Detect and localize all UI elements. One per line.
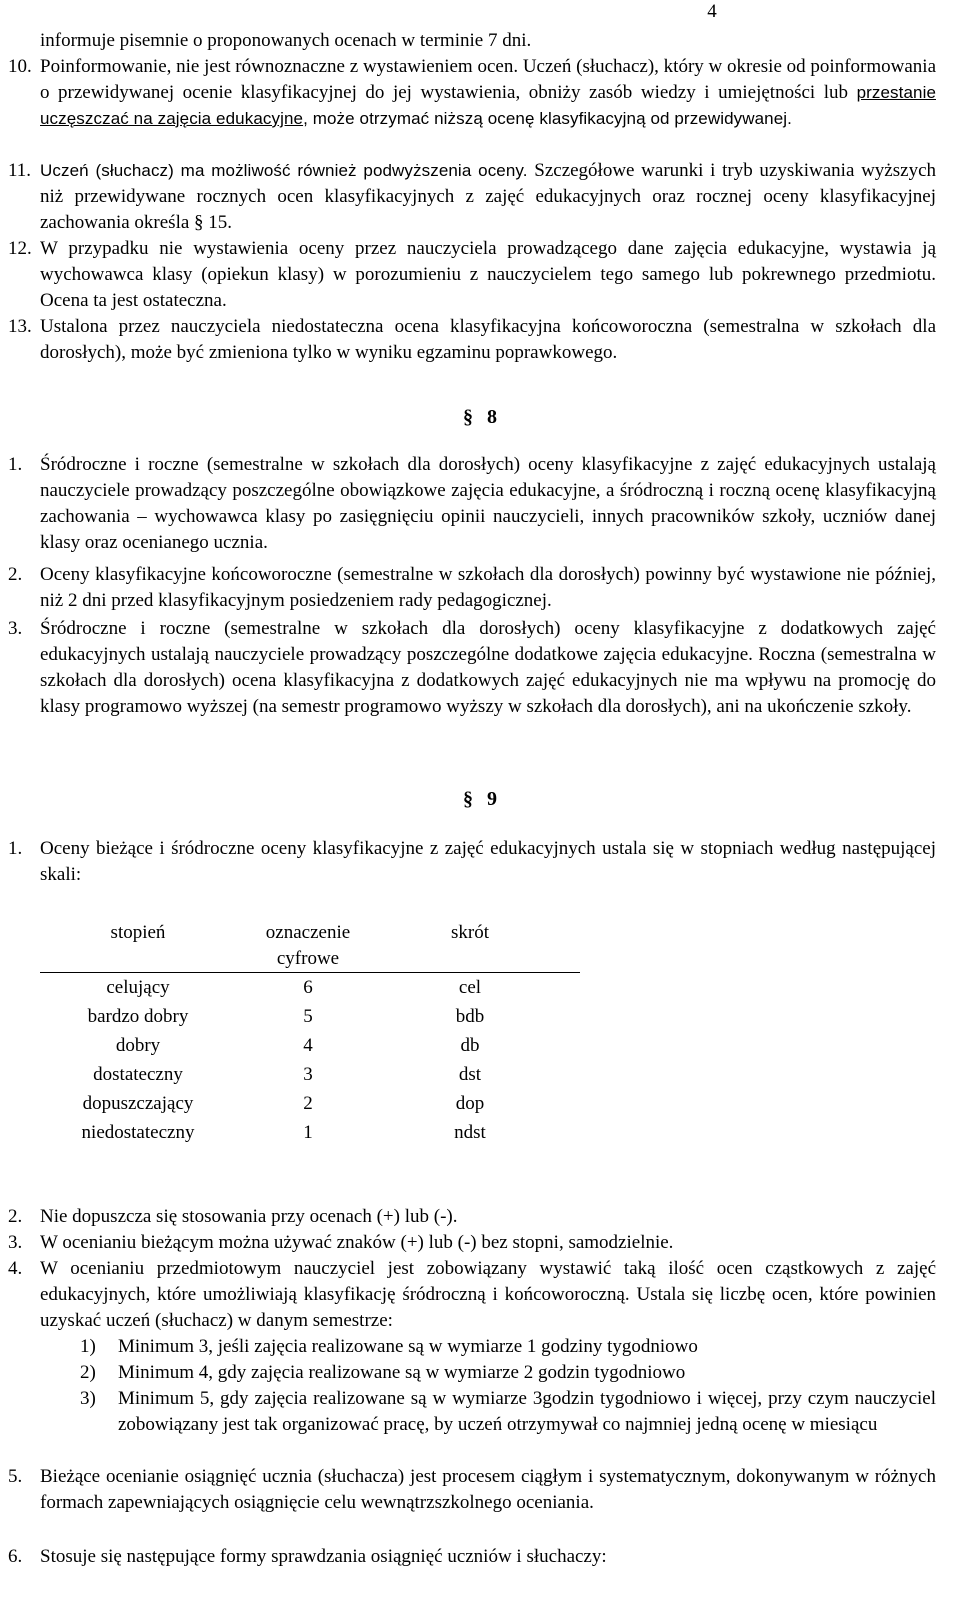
table-cell: db [460,1035,480,1056]
table-row [40,1118,580,1147]
subitem-text: Minimum 4, gdy zajęcia realizowane są w wymiarze 2 godzin tygodniowo [118,1362,686,1383]
item-text: Oceny bieżące i śródroczne oceny klasyfikacyjne z zajęć edukacyjnych ustala się w stopniach według następującej skali: [40,838,936,885]
table-row [40,1031,580,1060]
item-text: Nie dopuszcza się stosowania przy ocenach (+) lub (-). [40,1206,458,1227]
table-cell: bdb [455,1006,485,1027]
table-cell: cel [458,977,482,998]
table-cell: dopuszczający [82,1093,194,1114]
section-8-item-2 [8,562,936,614]
section-8-heading [0,404,960,430]
section-9-item-3 [8,1230,936,1256]
paragraph-12-number: 12. [8,238,32,259]
paragraph-11-sans: Uczeń (słuchacz) ma możliwość również podwyższenia oceny. [40,161,528,180]
item-number: 1. [8,838,23,859]
grade-scale-table [40,920,580,1147]
item-number: 2. [8,1206,23,1227]
table-header: stopień [40,920,236,973]
subitem-number: 1) [80,1336,96,1357]
section-symbol: § [463,788,473,810]
paragraph-10-text [40,54,936,132]
item-number: 6. [8,1546,23,1567]
section-9-item-5 [8,1464,936,1516]
paragraph-11-text [40,158,936,236]
paragraph-10-number: 10. [8,56,32,77]
item-number: 3. [8,1232,23,1253]
table-cell: 6 [303,977,313,998]
table-row [40,1002,580,1031]
table-cell: 3 [303,1064,313,1085]
table-cell: 1 [303,1122,313,1143]
item-number: 2. [8,564,23,585]
table-header-spacer [560,920,580,973]
table-cell: dostateczny [93,1064,183,1085]
section-9-item-1 [8,836,936,888]
item-text: Śródroczne i roczne (semestralne w szkołach dla dorosłych) oceny klasyfikacyjne z dodatkowych zajęć edukacyjnych ustalają nauczyciele prowadzący poszczególne dodatkowe zajęcia edukacyjne. Roczna (semestralna w szkołach dla dorosłych) ocena klasyfikacyjna z dodatkowych zajęć edukacyjnych nie ma wpływu na promocję do klasy programowo wyższej (na semestr programowo wyższy w szkołach dla dorosłych), ani na ukończenie szkoły. [40,618,936,717]
table-cell: dop [455,1093,485,1114]
item-text: W ocenianiu przedmiotowym nauczyciel jest zobowiązany wystawić taką ilość ocen cząstkowych z zajęć edukacyjnych, które umożliwiają klasyfikację śródroczną i końcoworoczną. Ustala się liczbę ocen, które powinien uzyskać uczeń (słuchacz) w danym semestrze: [40,1258,936,1331]
section-number: 9 [487,788,497,810]
paragraph-13 [8,314,936,366]
paragraph-10-part1: Poinformowanie, nie jest równoznaczne z wystawieniem ocen. Uczeń (słuchacz), który w okresie od poinformowania o przewidywanej ocenie klasyfikacyjnej do jej wystawienia, obniży zasób wiedzy i umiejętności lub [40,56,936,103]
paragraph-10-underlined: przestanie uczęszczać na zajęcia edukacyjne [40,83,936,128]
item-text: Bieżące ocenianie osiągnięć ucznia (słuchacza) jest procesem ciągłym i systematycznym, dokonywanym w różnych formach zapewniających osiągnięcie celu wewnątrzszkolnego oceniania. [40,1466,936,1513]
intro-line: informuje pisemnie o proponowanych ocenach w terminie 7 dni. [40,30,532,51]
paragraph-11 [8,158,936,236]
section-9-item-6 [8,1544,936,1570]
section-9-subitem-2 [80,1360,936,1386]
paragraph-10 [8,54,936,132]
section-symbol: § [463,406,473,428]
table-row [40,1089,580,1118]
table-cell: dst [458,1064,482,1085]
page-number: 4 [707,1,717,22]
item-number: 4. [8,1258,23,1279]
subitem-number: 2) [80,1362,96,1383]
table-row [40,1060,580,1089]
table-row [40,973,580,1003]
paragraph-10-part2: , może otrzymać niższą ocenę klasyfikacyjną od przewidywanej. [303,109,792,128]
section-number: 8 [487,406,497,428]
subitem-number: 3) [80,1388,96,1409]
item-text: Oceny klasyfikacyjne końcoworoczne (semestralne w szkołach dla dorosłych) powinny być wystawione nie później, niż 2 dni przed klasyfikacyjnym posiedzeniem rady pedagogicznej. [40,564,936,611]
table-cell: niedostateczny [81,1122,195,1143]
table-cell: 2 [303,1093,313,1114]
table-cell: 4 [303,1035,313,1056]
paragraph-11-number: 11. [8,160,32,181]
section-9-subitem-1 [80,1334,936,1360]
table-header-row [40,920,580,973]
item-text: Stosuje się następujące formy sprawdzania osiągnięć uczniów i słuchaczy: [40,1546,607,1567]
table-cell: bardzo dobry [87,1006,189,1027]
item-number: 1. [8,454,23,475]
section-9-item-4 [8,1256,936,1334]
table-cell: 5 [303,1006,313,1027]
subitem-text: Minimum 5, gdy zajęcia realizowane są w wymiarze 3godzin tygodniowo i więcej, przy czym nauczyciel zobowiązany jest tak organizować pracę, by uczeń otrzymywał co najmniej jedną ocenę w miesiącu [118,1388,936,1435]
subitem-text: Minimum 3, jeśli zajęcia realizowane są w wymiarze 1 godziny tygodniowo [118,1336,698,1357]
item-text: Śródroczne i roczne (semestralne w szkołach dla dorosłych) oceny klasyfikacyjne z zajęć edukacyjnych ustalają nauczyciele prowadzący poszczególne obowiązkowe zajęcia edukacyjne, a śródroczną i roczną ocenę klasyfikacyjną zachowania – wychowawca klasy po zasięgnięciu opinii nauczycieli, innych pracowników szkoły, uczniów danej klasy oraz ocenianego ucznia. [40,454,936,553]
paragraph-12 [8,236,936,314]
table-cell: celujący [106,977,170,998]
paragraph-11-part2: Szczegółowe warunki i tryb uzyskiwania wyższych niż przewidywane rocznych ocen klasyfikacyjnych z zajęć edukacyjnych oraz rocznej oceny klasyfikacyjnej zachowania określa § 15. [40,160,936,233]
item-number: 3. [8,618,23,639]
item-text: W ocenianiu bieżącym można używać znaków (+) lub (-) bez stopni, samodzielnie. [40,1232,674,1253]
table-cell: dobry [115,1035,161,1056]
paragraph-13-number: 13. [8,316,32,337]
table-cell: ndst [454,1122,486,1143]
table-header: oznaczenie cyfrowe [236,920,380,973]
item-number: 5. [8,1466,23,1487]
section-9-heading [0,786,960,812]
section-8-item-1 [8,452,936,556]
table-header: skrót [380,920,560,973]
section-9-subitem-3 [80,1386,936,1438]
section-9-item-2 [8,1204,936,1230]
paragraph-13-text: Ustalona przez nauczyciela niedostateczna ocena klasyfikacyjna końcoworoczna (semestralna w szkołach dla dorosłych), może być zmieniona tylko w wyniku egzaminu poprawkowego. [40,316,936,363]
paragraph-12-text: W przypadku nie wystawienia oceny przez nauczyciela prowadzącego dane zajęcia edukacyjne, wystawia ją wychowawca klasy (opiekun klasy) w porozumieniu z nauczycielem tego samego lub pokrewnego przedmiotu. Ocena ta jest ostateczna. [40,238,936,311]
section-8-item-3 [8,616,936,720]
